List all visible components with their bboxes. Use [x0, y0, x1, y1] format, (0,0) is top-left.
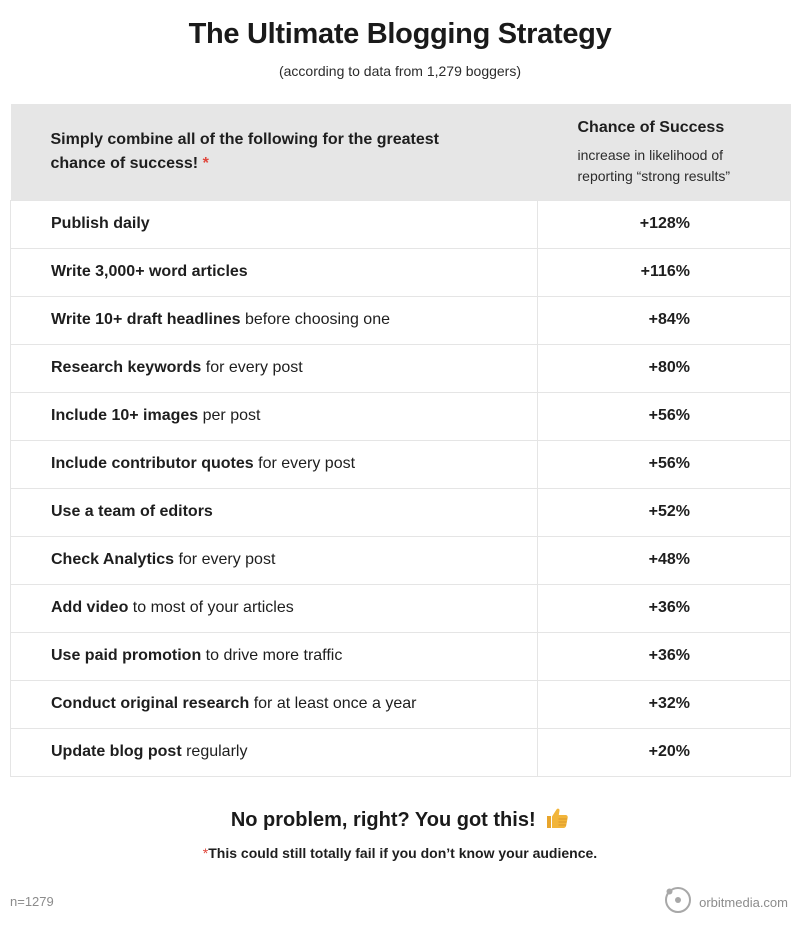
- tactic-cell: [11, 584, 538, 632]
- success-value: +128%: [538, 200, 791, 248]
- footnote-text: This could still totally fail if you don’t know your audience.: [208, 845, 598, 861]
- success-value: +116%: [538, 248, 791, 296]
- thumbs-up-icon: [545, 807, 569, 835]
- tactic-emphasis: Write 10+ draft headlines: [51, 311, 241, 328]
- tactic-emphasis: Add video: [51, 599, 129, 616]
- chart-title: The Ultimate Blogging Strategy: [188, 18, 612, 50]
- table-row: [11, 632, 791, 680]
- table-row: [11, 488, 791, 536]
- success-header-subtitle: increase in likelihood of reporting “strong results”: [577, 146, 731, 184]
- header-asterisk: *: [202, 154, 209, 172]
- footnote-asterisk: *: [202, 845, 209, 861]
- table-row: [11, 536, 791, 584]
- tactic-cell: [11, 536, 538, 584]
- table-header-row: [11, 104, 791, 200]
- table-row: [11, 584, 791, 632]
- cta-line: [0, 807, 800, 835]
- tactic-emphasis: Include contributor quotes: [51, 455, 254, 472]
- tactic-cell: [11, 728, 538, 776]
- sample-size: n=1279: [10, 894, 54, 909]
- tactic-emphasis: Include 10+ images: [51, 407, 199, 424]
- table-row: [11, 200, 791, 248]
- footnote: [0, 845, 800, 861]
- tactic-emphasis: Use paid promotion: [51, 647, 202, 664]
- success-value: +52%: [538, 488, 791, 536]
- tactic-emphasis: Publish daily: [51, 215, 150, 232]
- tactic-cell: [11, 344, 538, 392]
- success-value: +32%: [538, 680, 791, 728]
- table-row: [11, 248, 791, 296]
- tactic-cell: [11, 248, 538, 296]
- table-row: [11, 344, 791, 392]
- chart-subtitle: (according to data from 1,279 boggers): [278, 63, 522, 79]
- table-body: [11, 200, 791, 776]
- tactic-detail: for every post: [253, 455, 356, 472]
- tactic-cell: [11, 296, 538, 344]
- cta-text: No problem, right? You got this!: [230, 809, 536, 831]
- tactic-detail: to most of your articles: [128, 599, 294, 616]
- tactic-detail: for at least once a year: [249, 695, 417, 712]
- success-value: +56%: [538, 392, 791, 440]
- success-value: +36%: [538, 584, 791, 632]
- tactic-detail: per post: [198, 407, 261, 424]
- tactic-detail: to drive more traffic: [201, 647, 343, 664]
- tactic-cell: [11, 680, 538, 728]
- tactic-column-header: [11, 104, 538, 200]
- success-value: +84%: [538, 296, 791, 344]
- success-column-header: [538, 104, 791, 200]
- tactic-emphasis: Check Analytics: [51, 551, 175, 568]
- tactic-cell: [11, 392, 538, 440]
- success-value: +48%: [538, 536, 791, 584]
- tactic-emphasis: Research keywords: [51, 359, 202, 376]
- success-value: +20%: [538, 728, 791, 776]
- brand-name: orbitmedia.com: [699, 895, 788, 910]
- table-row: [11, 392, 791, 440]
- tactic-emphasis: Conduct original research: [51, 695, 250, 712]
- tactic-emphasis: Write 3,000+ word articles: [51, 263, 248, 280]
- tactic-detail: for every post: [201, 359, 303, 376]
- table-row: [11, 440, 791, 488]
- success-value: +56%: [538, 440, 791, 488]
- table-row: [11, 680, 791, 728]
- tactic-cell: [11, 632, 538, 680]
- success-value: +80%: [538, 344, 791, 392]
- strategy-table: [10, 104, 791, 777]
- brand-mark: [663, 885, 788, 920]
- tactic-cell: [11, 488, 538, 536]
- table-row: [11, 728, 791, 776]
- tactic-emphasis: Use a team of editors: [51, 503, 213, 520]
- tactic-header-text: Simply combine all of the following for the greatest chance of success!: [50, 130, 439, 172]
- tactic-cell: [11, 440, 538, 488]
- tactic-detail: regularly: [181, 743, 248, 760]
- success-header-title: Chance of Success: [577, 118, 725, 136]
- tactic-cell: [11, 200, 538, 248]
- tactic-detail: before choosing one: [240, 311, 390, 328]
- success-value: +36%: [538, 632, 791, 680]
- tactic-emphasis: Update blog post: [51, 743, 182, 760]
- tactic-detail: for every post: [174, 551, 276, 568]
- table-row: [11, 296, 791, 344]
- orbit-logo-icon: [663, 885, 693, 920]
